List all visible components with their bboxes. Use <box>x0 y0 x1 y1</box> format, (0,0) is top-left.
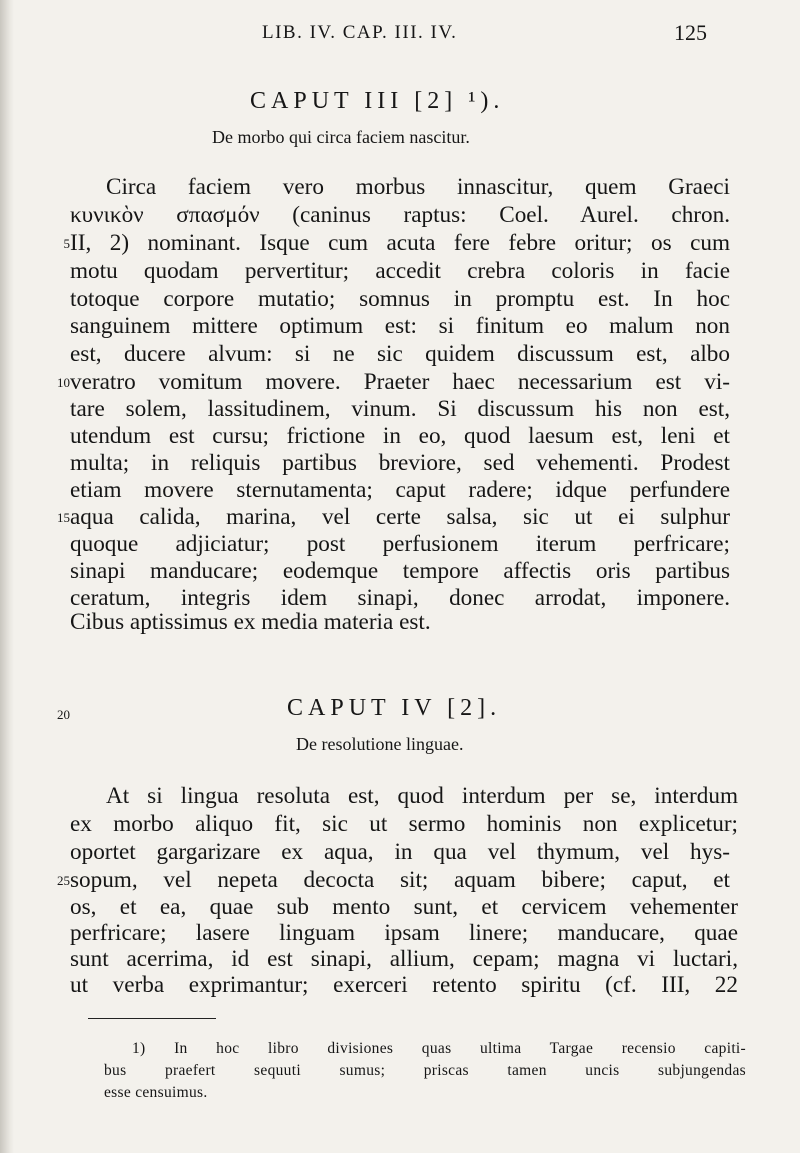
page-spine-shadow <box>0 0 14 1153</box>
chapter-4-line: os, et ea, quae sub mento sunt, et cervicem vehementer <box>70 894 738 920</box>
chapter-3-line: etiam movere sternutamenta; caput radere; idque perfundere <box>70 477 730 503</box>
chapter-4-line: sopum, vel nepeta decocta sit; aquam bibere; caput, et <box>70 867 730 893</box>
footnote-line: esse censuimus. <box>104 1084 208 1101</box>
chapter-4-subtitle: De resolutione linguae. <box>296 734 464 754</box>
chapter-3-line: utendum est cursu; frictione in eo, quod laesum est, leni et <box>70 423 730 449</box>
margin-line-number: 25 <box>57 873 70 888</box>
chapter-3-line: sanguinem mittere optimum est: si finitum eo malum non <box>70 313 730 339</box>
running-head: LIB. IV. CAP. III. IV. <box>262 22 458 43</box>
chapter-3-line: sinapi manducare; eodemque tempore affectis oris partibus <box>70 558 730 584</box>
chapter-4-line: sunt acerrima, id est sinapi, allium, cepam; magna vi luctari, <box>70 946 738 972</box>
chapter-3-line: Circa faciem vero morbus innascitur, quem Graeci <box>106 174 730 200</box>
chapter-3-line: aqua calida, marina, vel certe salsa, sic ut ei sulphur <box>70 504 730 530</box>
margin-line-number: 5 <box>63 236 70 251</box>
chapter-3-line: multa; in reliquis partibus breviore, sed vehementi. Prodest <box>70 450 730 476</box>
chapter-3-line: quoque adjiciatur; post perfusionem iterum perfricare; <box>70 531 730 557</box>
chapter-3-line: II, 2) nominant. Isque cum acuta fere febre oritur; os cum <box>70 230 730 256</box>
chapter-3-line: κυνικὸν σπασμόν (caninus raptus: Coel. Aurel. chron. <box>70 202 730 228</box>
chapter-3-line: est, ducere alvum: si ne sic quidem discussum est, albo <box>70 341 730 367</box>
chapter-3-subtitle: De morbo qui circa faciem nascitur. <box>212 127 470 147</box>
margin-line-number: 15 <box>57 510 70 525</box>
footnote-line: 1) In hoc libro divisiones quas ultima Targae recensio capiti- <box>132 1040 746 1057</box>
chapter-4-title: CAPUT IV [2]. <box>287 695 502 721</box>
footnote-rule <box>88 1018 216 1019</box>
chapter-4-line: ut verba exprimantur; exerceri retento spiritu (cf. III, 22 <box>70 972 738 998</box>
chapter-4-line: ex morbo aliquo fit, sic ut sermo hominis non explicetur; <box>70 811 738 837</box>
chapter-3-line: veratro vomitum movere. Praeter haec necessarium est vi- <box>70 369 730 395</box>
chapter-4-line: At si lingua resoluta est, quod interdum per se, interdum <box>106 783 738 809</box>
chapter-3-line: tare solem, lassitudinem, vinum. Si discussum his non est, <box>70 396 730 422</box>
chapter-4-line: perfricare; lasere linguam ipsam linere; manducare, quae <box>70 920 738 946</box>
chapter-3-line: ceratum, integris idem sinapi, donec arrodat, imponere. <box>70 585 730 611</box>
page-number: 125 <box>674 20 707 45</box>
chapter-3-line: Cibus aptissimus ex media materia est. <box>70 609 431 635</box>
chapter-3-line: totoque corpore mutatio; somnus in promptu est. In hoc <box>70 286 730 312</box>
footnote-line: bus praefert sequuti sumus; priscas tamen uncis subjungendas <box>104 1062 746 1079</box>
margin-line-number: 10 <box>57 375 70 390</box>
chapter-3-line: motu quodam pervertitur; accedit crebra coloris in facie <box>70 258 730 284</box>
margin-line-number: 20 <box>57 707 70 722</box>
chapter-4-line: oportet gargarizare ex aqua, in qua vel thymum, vel hys- <box>70 839 730 865</box>
chapter-3-title: CAPUT III [2] ¹). <box>250 88 505 114</box>
